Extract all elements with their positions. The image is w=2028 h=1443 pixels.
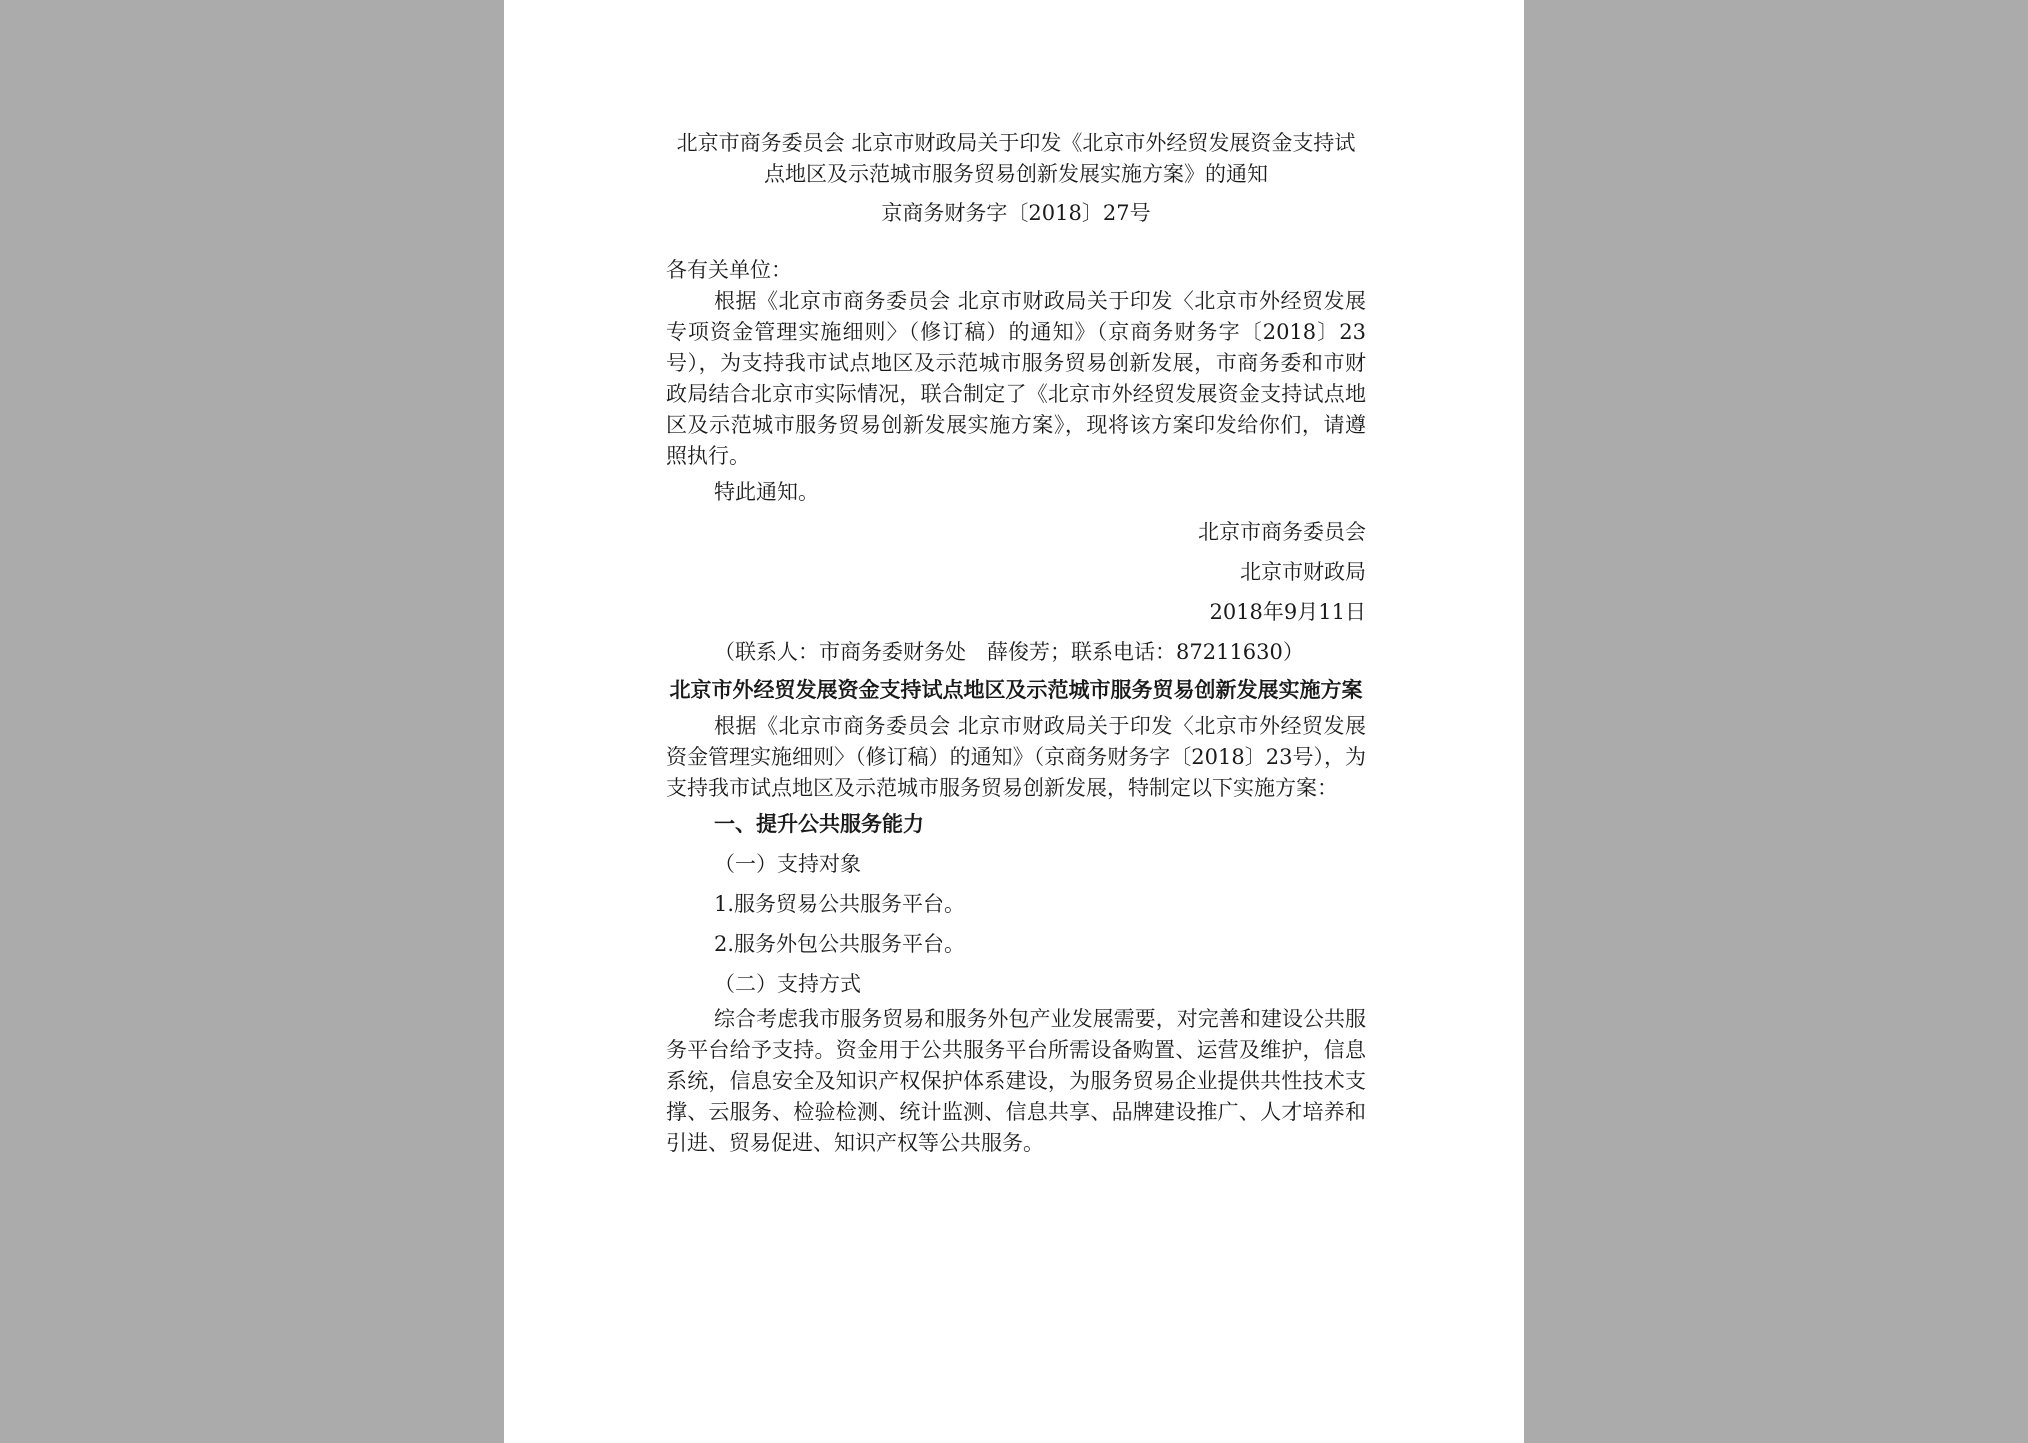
body-paragraph: 根据《北京市商务委员会 北京市财政局关于印发〈北京市外经贸发展专项资金管理实施细则〉（修订稿）的通知》（京商务财务字〔2018〕23号），为支持我市试点地区及示范城市服务贸易创新发展，市商务委和市财政局结合北京市实际情况，联合制定了《北京市外经贸发展资金支持试点地区及示范城市服务贸易创新发展实施方案》，现将该方案印发给你们，请遵照执行。	[666, 289, 1366, 468]
salutation: 各有关单位：	[666, 258, 792, 282]
section-heading-1: 一、提升公共服务能力	[714, 812, 924, 836]
plan-intro-paragraph: 根据《北京市商务委员会 北京市财政局关于印发〈北京市外经贸发展资金管理实施细则〉（修订稿）的通知》（京商务财务字〔2018〕23号），为支持我市试点地区及示范城市服务贸易创新发展，特制定以下实施方案：	[666, 714, 1366, 800]
document-number: 京商务财务字〔2018〕27号	[881, 201, 1151, 225]
document-title: 北京市商务委员会 北京市财政局关于印发《北京市外经贸发展资金支持试点地区及示范城市服务贸易创新发展实施方案》的通知	[676, 131, 1356, 186]
plan-title: 北京市外经贸发展资金支持试点地区及示范城市服务贸易创新发展实施方案	[669, 678, 1363, 702]
signatory-finance: 北京市财政局	[1240, 560, 1366, 584]
support-paragraph: 综合考虑我市服务贸易和服务外包产业发展需要，对完善和建设公共服务平台给予支持。资金用于公共服务平台所需设备购置、运营及维护，信息系统，信息安全及知识产权保护体系建设，为服务贸易企业提供共性技术支撑、云服务、检验检测、统计监测、信息共享、品牌建设推广、人才培养和引进、贸易促进、知识产权等公共服务。	[666, 1007, 1366, 1155]
signatory-commerce: 北京市商务委员会	[1198, 520, 1366, 544]
document-content	[666, 128, 1366, 1159]
subsection-support-method: （二）支持方式	[714, 972, 861, 996]
closing-text: 特此通知。	[714, 480, 819, 504]
list-item-1: 1.服务贸易公共服务平台。	[714, 892, 966, 916]
document-page	[504, 0, 1524, 1443]
list-item-2: 2.服务外包公共服务平台。	[714, 932, 966, 956]
document-date: 2018年9月11日	[1209, 600, 1366, 624]
contact-info: （联系人：市商务委财务处 薛俊芳；联系电话：87211630）	[714, 640, 1304, 664]
subsection-support-target: （一）支持对象	[714, 852, 861, 876]
